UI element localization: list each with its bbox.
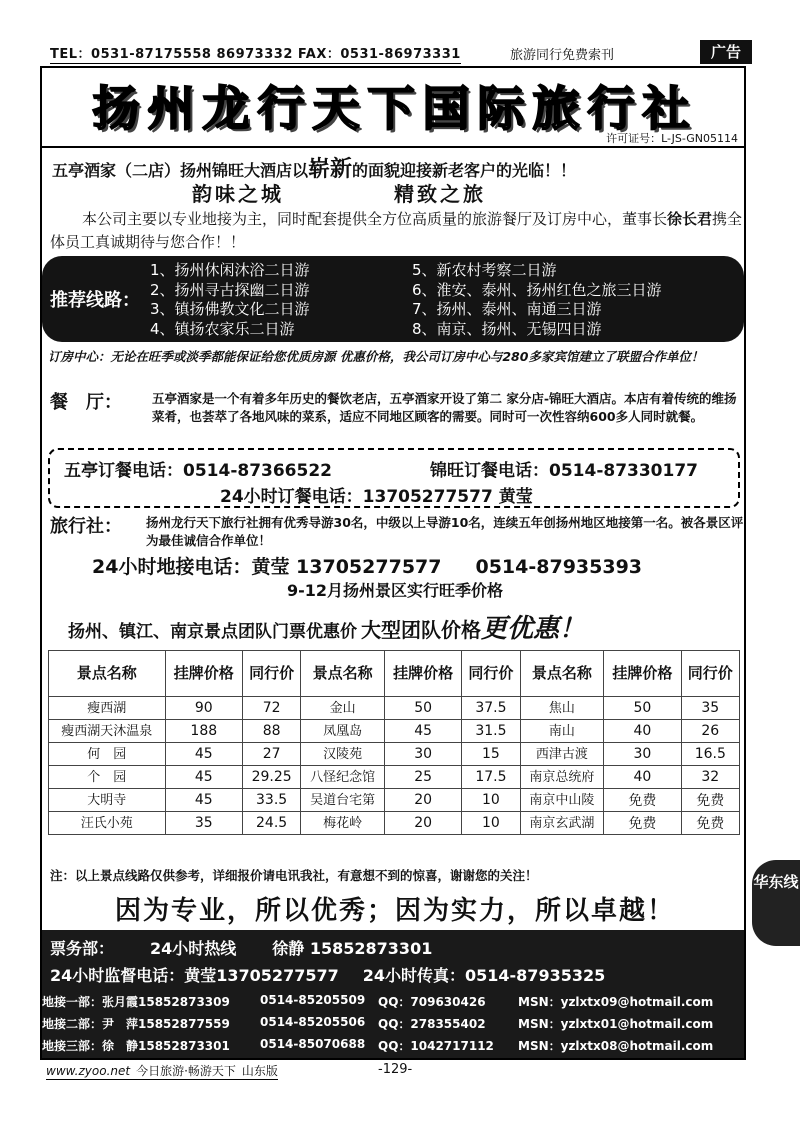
- edition-name: 山东版: [241, 1064, 278, 1078]
- group-line-a: 扬州、镇江、南京景点团队门票优惠价: [68, 622, 357, 642]
- ad-tag: 广告: [700, 40, 752, 64]
- dept-qq: QQ：709630426: [378, 995, 486, 1009]
- booking-center-text: 订房中心：无论在旺季或淡季都能保证给您优质房源 优惠价格，我公司订房中心与280多家宾馆建立了联盟合作单位！: [48, 349, 704, 364]
- ticket-line: [50, 936, 432, 959]
- hotline-mobile: 24小时地接电话：黄莹 13705277577: [92, 556, 442, 578]
- hotline-landline: 0514-87935393: [475, 556, 643, 578]
- column-header: 同行价: [681, 651, 739, 697]
- dept-qq: QQ：278355402: [378, 1017, 486, 1031]
- site-url: www.zyoo.net: [46, 1064, 131, 1078]
- page-footer: [46, 1062, 278, 1080]
- dept-contact: 地接一部：张月霞15852873309: [42, 995, 230, 1009]
- price-cell: 10: [462, 812, 520, 835]
- route-item: 8、南京、扬州、无锡四日游: [412, 319, 602, 338]
- company-intro-a: 本公司主要以专业地接为主，同时配套提供全方位高质量的旅游餐厅及订房中心，董事长: [82, 210, 668, 228]
- slogan-left: 韵味之城: [192, 182, 284, 206]
- page-number: -129-: [378, 1062, 413, 1077]
- table-note: 注：以上景点线路仅供参考，详细报价请电讯我社，有意想不到的惊喜，谢谢您的关注！: [50, 868, 538, 883]
- column-header: 同行价: [242, 651, 300, 697]
- scenic-spot-cell: 梅花岭: [301, 812, 385, 835]
- price-table-body: [49, 697, 740, 835]
- route-item: 1、扬州休闲沐浴二日游: [150, 261, 310, 279]
- company-intro: [50, 208, 746, 254]
- price-cell: 免费: [604, 789, 681, 812]
- scenic-spot-cell: 大明寺: [49, 789, 166, 812]
- routes-column-left: [150, 261, 310, 339]
- title-divider: [42, 146, 744, 148]
- table-row: [49, 697, 740, 720]
- agency-text: 扬州龙行天下旅行社拥有优秀导游30名，中级以上导游10名，连续五年创扬州地区地接第一名。被各景区评为最佳诚信合作单位！: [146, 515, 744, 548]
- ticket-label: 票务部：: [50, 939, 115, 958]
- route-item: 5、新农村考察二日游: [412, 261, 557, 279]
- page-header: [40, 40, 748, 66]
- scenic-spot-cell: 焦山: [520, 697, 604, 720]
- price-cell: 50: [604, 697, 681, 720]
- restaurant-label: 餐 厅：: [50, 392, 122, 413]
- ticket-contact: 徐静 15852873301: [272, 939, 433, 958]
- price-cell: 29.25: [242, 766, 300, 789]
- header-contact: TEL：0531-87175558 86973332 FAX：0531-86973331: [50, 43, 461, 64]
- price-cell: 30: [384, 743, 461, 766]
- agency-title: 扬州龙行天下国际旅行社: [92, 82, 698, 137]
- price-cell: 10: [462, 789, 520, 812]
- route-item: 6、淮安、泰州、扬州红色之旅三日游: [412, 280, 662, 299]
- price-cell: 188: [165, 720, 242, 743]
- intro-headline-b: 崭新: [308, 157, 353, 182]
- fax-number: 24小时传真：0514-87935325: [362, 966, 606, 985]
- allday-dining-phone: 24小时订餐电话：13705277577 黄莹: [220, 487, 533, 507]
- header-index-title: 旅游同行免费索刊: [510, 48, 615, 63]
- agency-label: 旅行社：: [50, 516, 122, 537]
- price-cell: 免费: [681, 812, 739, 835]
- dining-phones-box: [48, 448, 740, 508]
- dept-msn: MSN：yzlxtx09@hotmail.com: [518, 995, 714, 1009]
- price-cell: 45: [165, 789, 242, 812]
- price-cell: 17.5: [462, 766, 520, 789]
- price-cell: 27: [242, 743, 300, 766]
- license-number: 许可证号：L-JS-GN05114: [606, 132, 738, 145]
- scenic-spot-cell: 南京总统府: [520, 766, 604, 789]
- price-cell: 90: [165, 697, 242, 720]
- price-cell: 45: [165, 743, 242, 766]
- price-cell: 31.5: [462, 720, 520, 743]
- dept-contact: 地接三部：徐 静15852873301: [42, 1039, 230, 1053]
- dept-phone: 0514-85205506: [260, 1015, 366, 1029]
- dept-qq: QQ：1042717112: [378, 1039, 494, 1053]
- motto: 因为专业，所以优秀；因为实力，所以卓越！: [114, 896, 675, 926]
- price-cell: 40: [604, 766, 681, 789]
- price-cell: 35: [681, 697, 739, 720]
- scenic-spot-cell: 瘦西湖天沐温泉: [49, 720, 166, 743]
- price-cell: 免费: [604, 812, 681, 835]
- dept-msn: MSN：yzlxtx01@hotmail.com: [518, 1017, 714, 1031]
- scenic-spot-cell: 瘦西湖: [49, 697, 166, 720]
- column-header: 景点名称: [520, 651, 604, 697]
- price-cell: 15: [462, 743, 520, 766]
- ticket-hotline: 24小时热线: [150, 939, 237, 958]
- routes-label: 推荐线路：: [50, 290, 140, 311]
- group-line-c: 更优惠！: [481, 614, 586, 644]
- wuting-phone: 五亭订餐电话：0514-87366522: [64, 461, 332, 481]
- ad-frame: [40, 66, 746, 1060]
- department-row: [42, 993, 744, 1011]
- price-cell: 35: [165, 812, 242, 835]
- company-intro-b: 携全体员工真诚期待与您合作！！: [50, 210, 743, 251]
- region-tab: 华东线: [752, 860, 800, 946]
- contact-footer: [42, 930, 744, 1058]
- column-header: 挂牌价格: [604, 651, 681, 697]
- group-line-b: 大型团队价格: [361, 618, 481, 642]
- supervise-phone: 24小时监督电话：黄莹13705277577: [50, 966, 339, 985]
- price-cell: 33.5: [242, 789, 300, 812]
- scenic-spot-cell: 西津古渡: [520, 743, 604, 766]
- scenic-spot-cell: 八怪纪念馆: [301, 766, 385, 789]
- routes-column-right: [412, 261, 662, 339]
- table-row: [49, 766, 740, 789]
- column-header: 挂牌价格: [165, 651, 242, 697]
- table-row: [49, 720, 740, 743]
- scenic-spot-cell: 汪氏小苑: [49, 812, 166, 835]
- intro-headline-c: 的面貌迎接新老客户的光临！！: [352, 161, 577, 180]
- intro-headline-a: 五亭酒家（二店）扬州锦旺大酒店以: [52, 161, 309, 180]
- scenic-spot-cell: 南山: [520, 720, 604, 743]
- price-cell: 32: [681, 766, 739, 789]
- price-cell: 16.5: [681, 743, 739, 766]
- price-cell: 72: [242, 697, 300, 720]
- price-cell: 20: [384, 789, 461, 812]
- dept-phone: 0514-85070688: [260, 1037, 366, 1051]
- price-cell: 24.5: [242, 812, 300, 835]
- scenic-spot-cell: 何 园: [49, 743, 166, 766]
- price-cell: 45: [165, 766, 242, 789]
- scenic-spot-cell: 汉陵苑: [301, 743, 385, 766]
- route-item: 2、扬州寻古探幽二日游: [150, 280, 310, 299]
- price-cell: 25: [384, 766, 461, 789]
- price-cell: 30: [604, 743, 681, 766]
- price-cell: 50: [384, 697, 461, 720]
- dept-contact: 地接二部：尹 萍15852877559: [42, 1017, 230, 1031]
- column-header: 挂牌价格: [384, 651, 461, 697]
- scenic-spot-cell: 吴道台宅第: [301, 789, 385, 812]
- route-item: 7、扬州、泰州、南通三日游: [412, 300, 602, 318]
- scenic-spot-cell: 个 园: [49, 766, 166, 789]
- restaurant-text: 五亭酒家是一个有着多年历史的餐饮老店，五亭酒家开设了第二 家分店-锦旺大酒店。本店有着传统的维扬菜肴，也荟萃了各地风味的菜系，适应不同地区顾客的需要。同时可一次性容纳600多人同时就餐。: [152, 391, 737, 424]
- price-cell: 88: [242, 720, 300, 743]
- scenic-spot-cell: 金山: [301, 697, 385, 720]
- department-row: [42, 1015, 744, 1033]
- price-cell: 免费: [681, 789, 739, 812]
- chairman-name: 徐长君: [667, 210, 713, 228]
- jinwang-phone: 锦旺订餐电话：0514-87330177: [430, 461, 698, 481]
- season-title: 9-12月扬州景区实行旺季价格: [286, 581, 504, 600]
- reception-hotline: [92, 552, 642, 579]
- route-item: 4、镇扬农家乐二日游: [150, 319, 295, 338]
- table-row: [49, 789, 740, 812]
- scenic-spot-cell: 凤凰岛: [301, 720, 385, 743]
- group-discount-headline: [68, 608, 585, 645]
- dept-msn: MSN：yzlxtx08@hotmail.com: [518, 1039, 714, 1053]
- department-row: [42, 1037, 744, 1055]
- table-row: [49, 743, 740, 766]
- price-cell: 45: [384, 720, 461, 743]
- price-cell: 40: [604, 720, 681, 743]
- column-header: 景点名称: [301, 651, 385, 697]
- magazine-name: 今日旅游·畅游天下: [136, 1064, 236, 1078]
- slogan-right: 精致之旅: [394, 182, 486, 206]
- price-cell: 37.5: [462, 697, 520, 720]
- column-header: 景点名称: [49, 651, 166, 697]
- route-item: 3、镇扬佛教文化二日游: [150, 300, 310, 318]
- table-header-row: [49, 651, 740, 697]
- price-cell: 26: [681, 720, 739, 743]
- scenic-spot-cell: 南京玄武湖: [520, 812, 604, 835]
- recommended-routes: [42, 256, 744, 342]
- column-header: 同行价: [462, 651, 520, 697]
- dept-phone: 0514-85205509: [260, 993, 366, 1007]
- price-cell: 20: [384, 812, 461, 835]
- slogans: [192, 178, 486, 207]
- table-row: [49, 812, 740, 835]
- supervise-line: [50, 963, 605, 986]
- price-table: [48, 650, 740, 835]
- scenic-spot-cell: 南京中山陵: [520, 789, 604, 812]
